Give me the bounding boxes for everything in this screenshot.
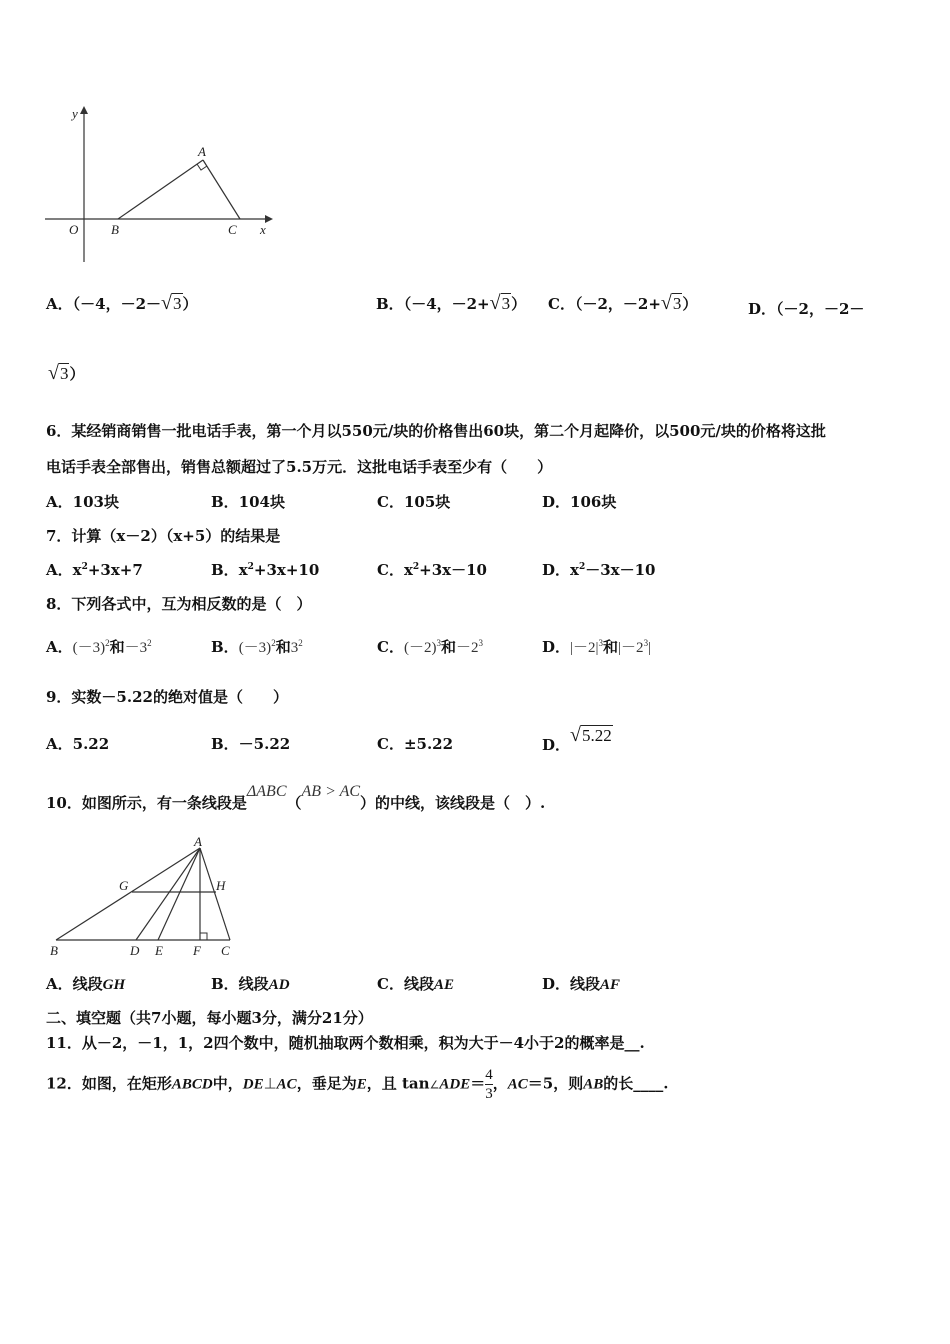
q5-option-a[interactable]: A．（－4，－2－√3） [46, 292, 198, 314]
q9-option-c[interactable]: C．±5.22 [377, 735, 454, 753]
q9-option-d[interactable]: D．√5.22 [542, 724, 612, 754]
q10-option-d[interactable]: D．线段AF [542, 975, 621, 993]
label-c: C [221, 943, 230, 958]
q11-stem: 11．从－2，－1，1，2四个数中，随机抽取两个数相乘，积为大于－4小于2的概率是__. [46, 1034, 645, 1052]
label-a: A [198, 144, 206, 159]
segment-ac [203, 160, 240, 219]
q8-option-b[interactable]: B．$(-3)^2$和$3^2$ [211, 638, 303, 656]
q9-option-b[interactable]: B．－5.22 [211, 735, 291, 753]
q5-coordinate-figure [40, 100, 280, 270]
q9-stem: 9．实数－5.22的绝对值是（ ） [46, 688, 288, 706]
y-axis-arrow [80, 106, 88, 114]
segment-ad [136, 848, 200, 940]
segment-ba [118, 160, 203, 219]
right-angle-mark [200, 933, 207, 940]
q8-option-d[interactable]: D．$|-2|^3$和$|-2^3|$ [542, 638, 652, 656]
q6-option-d[interactable]: D．106块 [542, 493, 617, 511]
q6-option-c[interactable]: C．105块 [377, 493, 451, 511]
label-c: C [228, 222, 237, 237]
q10-stem: 10．如图所示，有一条线段是ΔABC（AB > AC）的中线，该线段是（ ）. [46, 783, 546, 812]
q6-option-b[interactable]: B．104块 [211, 493, 285, 511]
q7-option-c[interactable]: C．$x^2+3x-10$ [377, 561, 487, 579]
label-o: O [69, 222, 79, 237]
label-h: H [216, 878, 226, 893]
q7-option-d[interactable]: D．$x^2-3x-10$ [542, 561, 656, 579]
q8-stem: 8．下列各式中，互为相反数的是（ ） [46, 595, 312, 613]
label-g: G [119, 878, 129, 893]
q7-option-b[interactable]: B．$x^2+3x+10$ [211, 561, 320, 579]
label-a: A [194, 834, 202, 849]
label-x: x [260, 222, 266, 237]
label-b: B [50, 943, 58, 958]
q10-triangle-figure [40, 828, 250, 963]
q9-option-a[interactable]: A．5.22 [46, 735, 110, 753]
segment-ac [200, 848, 230, 940]
q5-option-d-continued: √3） [48, 362, 85, 384]
q6-option-a[interactable]: A．103块 [46, 493, 119, 511]
q10-option-b[interactable]: B．线段AD [211, 975, 290, 993]
q8-option-a[interactable]: A．$(-3)^2$和$-3^2$ [46, 638, 152, 656]
section-2-heading: 二、填空题（共7小题，每小题3分，满分21分） [46, 1009, 373, 1027]
label-y: y [72, 106, 78, 121]
q5-option-b[interactable]: B．（－4，－2+√3） [376, 292, 527, 314]
label-d: D [130, 943, 140, 958]
q10-option-a[interactable]: A．线段GH [46, 975, 126, 993]
q6-stem-line2: 电话手表全部售出，销售总额超过了5.5万元．这批电话手表至少有（ ） [46, 458, 553, 476]
label-f: F [193, 943, 201, 958]
q12-stem: 12．如图，在矩形ABCD中，DE⊥AC，垂足为E，且 tan∠ADE＝ $\frac{4}{3}$ ，AC＝5，则AB的长____. [46, 1067, 669, 1102]
q6-stem-line1: 6．某经销商销售一批电话手表，第一个月以550元/块的价格售出60块，第二个月起降价，以500元/块的价格将这批 [46, 422, 826, 440]
q10-option-c[interactable]: C．线段AE [377, 975, 454, 993]
label-b: B [111, 222, 119, 237]
q5-option-c[interactable]: C．（－2，－2+√3） [548, 292, 698, 314]
x-axis-arrow [265, 215, 273, 223]
label-e: E [155, 943, 163, 958]
q7-stem: 7．计算（x－2）（x+5）的结果是 [46, 527, 281, 545]
q7-option-a[interactable]: A．$x^2+3x+7$ [46, 561, 143, 579]
q8-option-c[interactable]: C．$(-2)^3$和$-2^3$ [377, 638, 483, 656]
q5-option-d[interactable]: D．（－2，－2－ [748, 300, 865, 318]
